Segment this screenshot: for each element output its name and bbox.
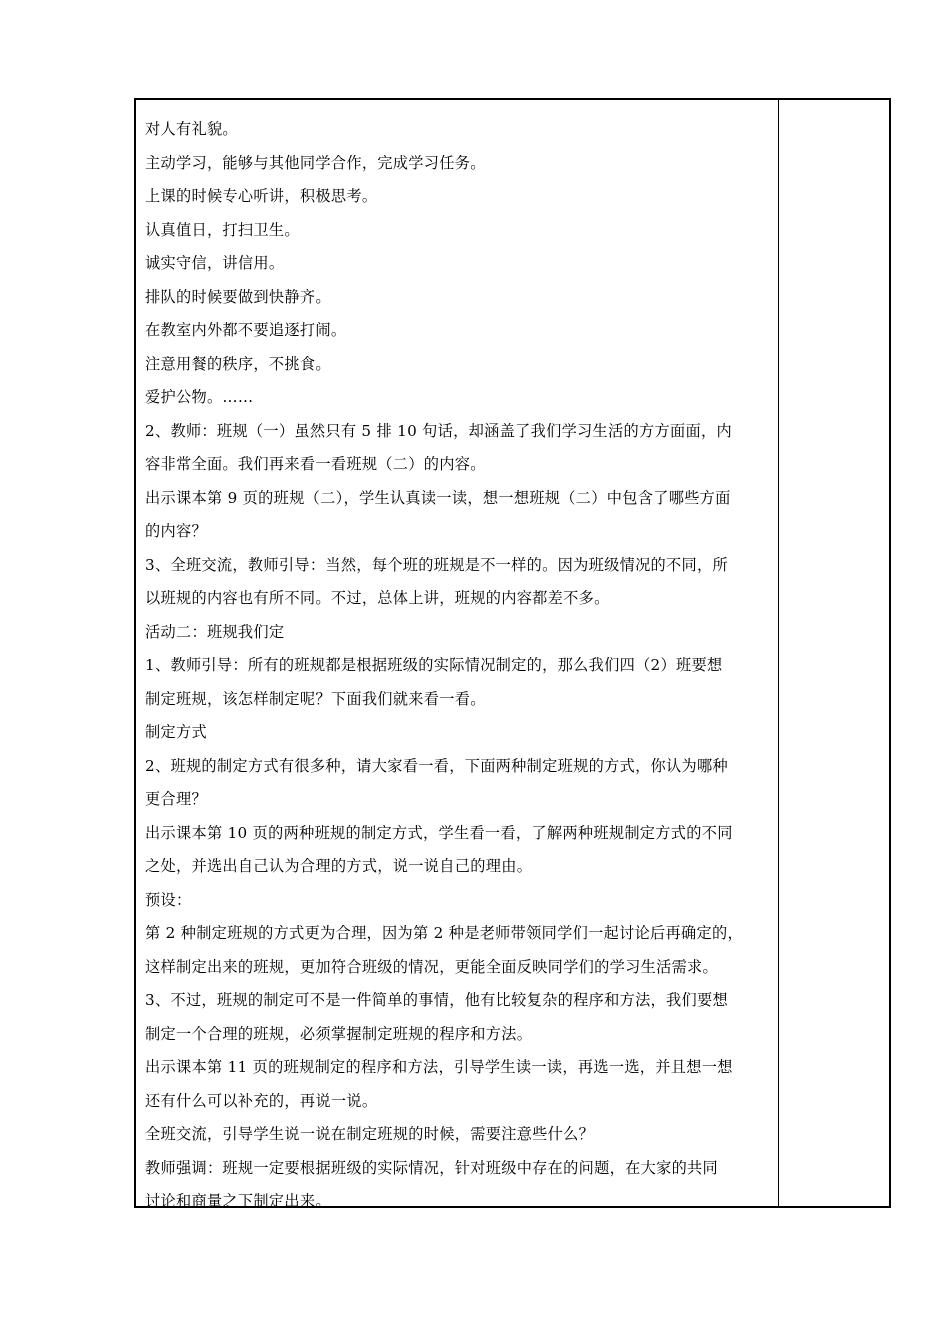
- text-line: 主动学习，能够与其他同学合作，完成学习任务。: [145, 153, 486, 172]
- text-line: 制定方式: [145, 723, 207, 741]
- text-line: 诚实守信，讲信用。: [145, 254, 285, 272]
- text-line: 认真值日，打扫卫生。: [145, 220, 300, 239]
- text-line: 容非常全面。我们再来看一看班规（二）的内容。: [145, 455, 486, 473]
- text-line: 对人有礼貌。: [145, 120, 238, 138]
- text-line: 排队的时候要做到快静齐。: [145, 287, 331, 306]
- text-line: 第 2 种制定班规的方式更为合理，因为第 2 种是老师带领同学们一起讨论后再确定的，: [145, 924, 743, 942]
- text-line: 出示课本第 9 页的班规（二），学生认真读一读，想一想班规（二）中包含了哪些方面: [145, 488, 731, 507]
- text-line: 更合理？: [145, 790, 207, 808]
- text-line: 注意用餐的秩序，不挑食。: [145, 354, 331, 373]
- text-line: 在教室内外都不要追逐打闹。: [145, 321, 347, 339]
- text-line: 1、教师引导：所有的班规都是根据班级的实际情况制定的，那么我们四（2）班要想: [145, 656, 723, 674]
- text-line: 还有什么可以补充的，再说一说。: [145, 1091, 378, 1110]
- text-line: 2、班规的制定方式有很多种，请大家看一看，下面两种制定班规的方式，你认为哪种: [145, 756, 728, 775]
- text-line: 出示课本第 11 页的班规制定的程序和方法，引导学生读一读，再选一选，并且想一想: [145, 1058, 733, 1076]
- text-line: 教师强调：班规一定要根据班级的实际情况，针对班级中存在的问题，在大家的共同: [145, 1158, 719, 1177]
- text-line: 3、不过，班规的制定可不是一件简单的事情，他有比较复杂的程序和方法，我们要想: [145, 991, 728, 1009]
- text-line: 制定一个合理的班规，必须掌握制定班规的程序和方法。: [145, 1024, 533, 1043]
- text-line: 全班交流，引导学生说一说在制定班规的时候，需要注意些什么？: [145, 1125, 595, 1143]
- lesson-plan-table: [134, 98, 891, 1208]
- text-line: 3、全班交流，教师引导：当然，每个班的班规是不一样的。因为班级情况的不同，所: [145, 555, 728, 574]
- text-line: 以班规的内容也有所不同。不过，总体上讲，班规的内容都差不多。: [145, 589, 610, 607]
- text-line: 预设：: [145, 890, 192, 909]
- lesson-content-cell: [136, 100, 779, 1210]
- text-line: 爱护公物。……: [145, 388, 254, 406]
- text-line: 2、教师：班规（一）虽然只有 5 排 10 句话，却涵盖了我们学习生活的方方面面，内: [145, 421, 732, 440]
- text-line: 出示课本第 10 页的两种班规的制定方式，学生看一看，了解两种班规制定方式的不同: [145, 823, 733, 842]
- text-line: 这样制定出来的班规，更加符合班级的情况，更能全面反映同学们的学习生活需求。: [145, 957, 719, 976]
- text-line: 讨论和商量之下制定出来。: [145, 1192, 331, 1210]
- text-line: 制定班规，该怎样制定呢？下面我们就来看一看。: [145, 689, 486, 708]
- text-line: 之处，并选出自己认为合理的方式，说一说自己的理由。: [145, 857, 533, 875]
- text-line: 上课的时候专心听讲，积极思考。: [145, 187, 378, 205]
- text-line: 活动二：班规我们定: [145, 622, 285, 641]
- notes-cell: [779, 100, 889, 1206]
- text-line: 的内容？: [145, 522, 207, 540]
